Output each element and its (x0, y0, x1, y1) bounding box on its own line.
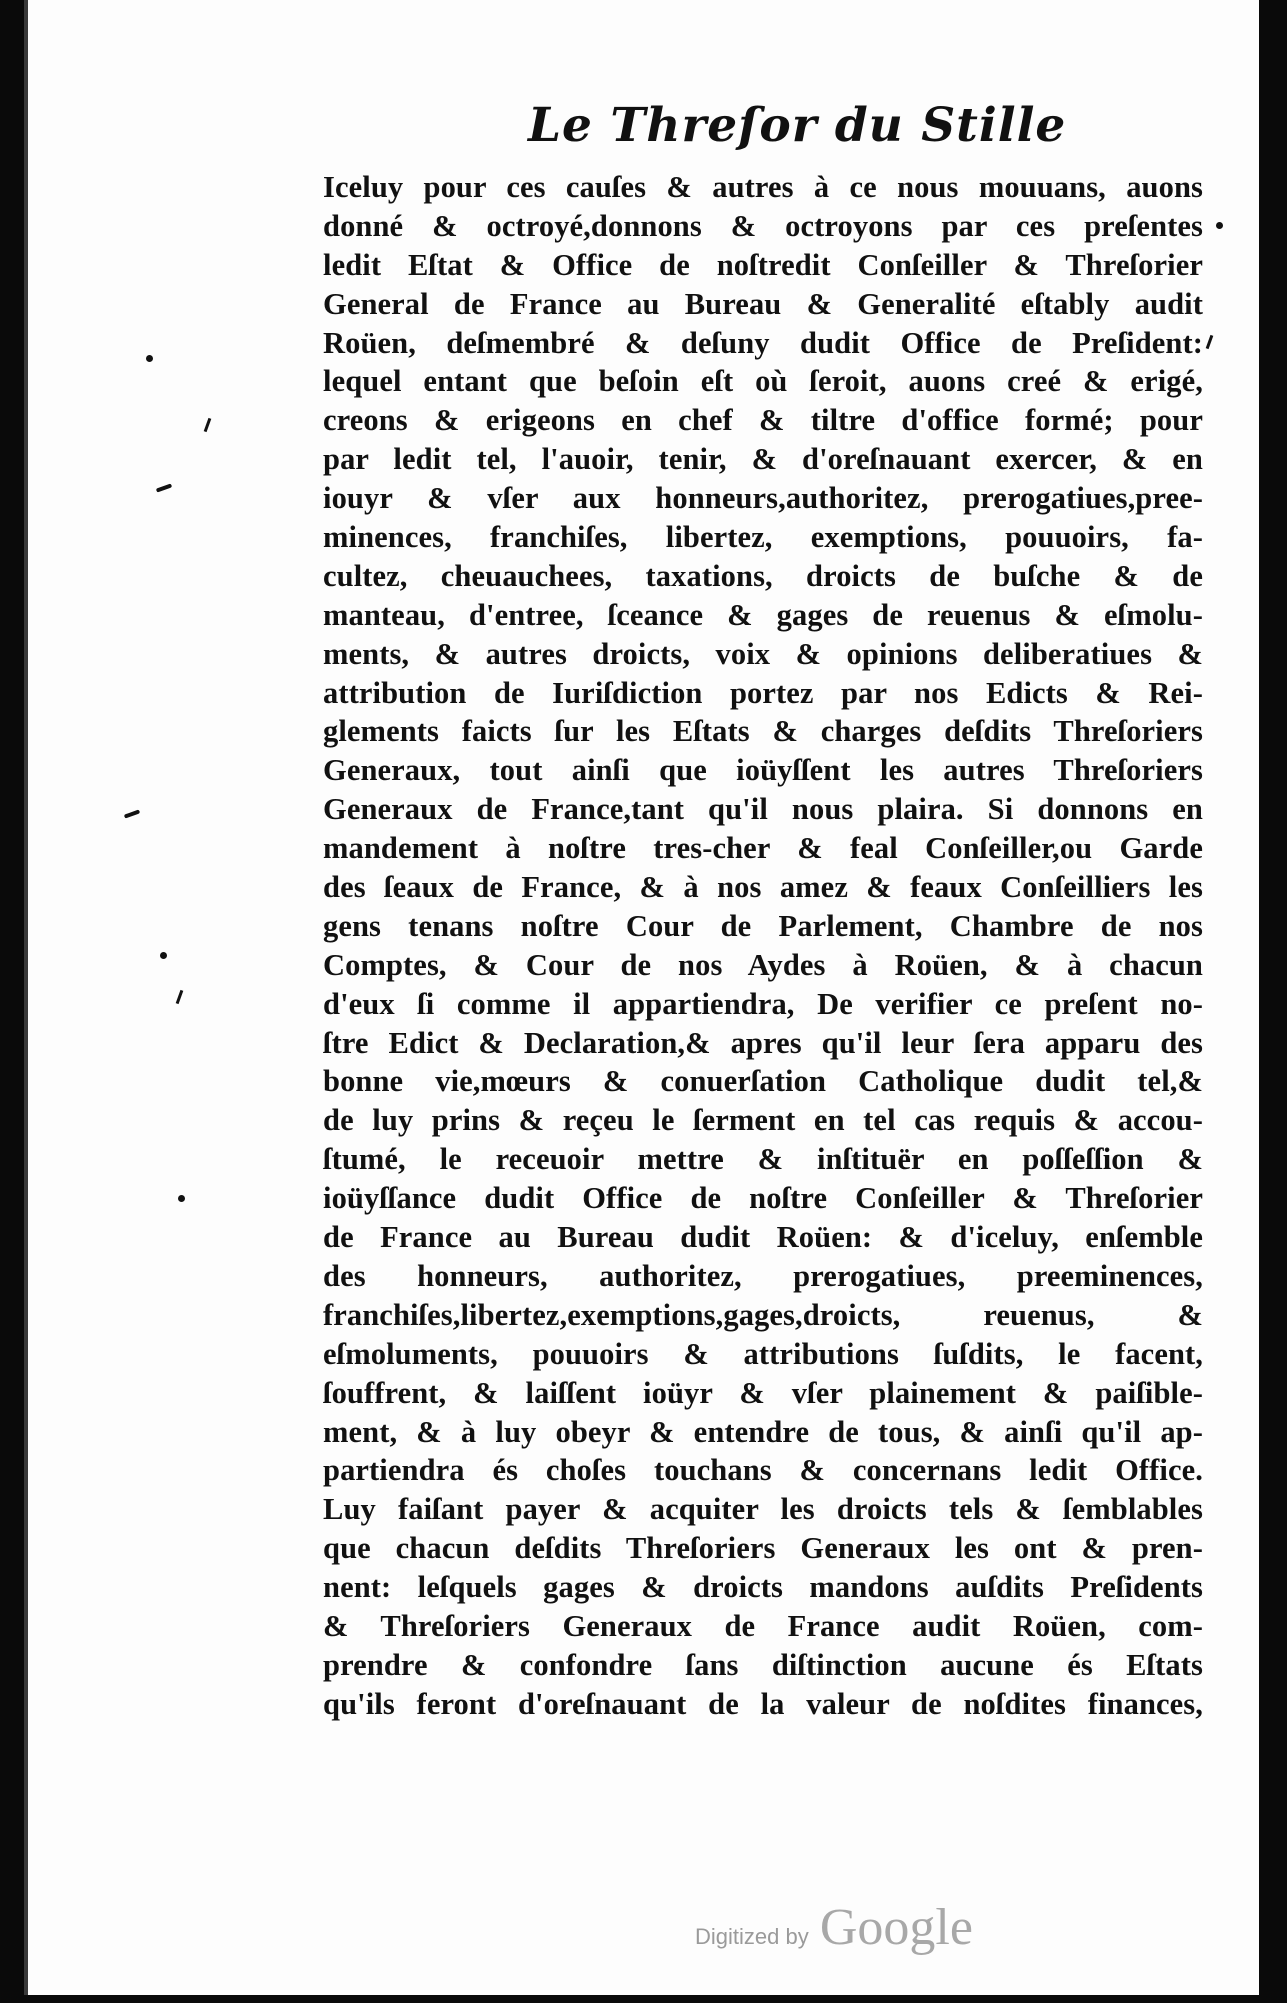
text-line: Generaux, tout ainſi que ioüyſſent les autres Threſoriers (323, 753, 1203, 788)
text-line: partiendra és choſes touchans & concernans ledit Office. (323, 1453, 1203, 1488)
text-line: Generaux de France,tant qu'il nous plaira. Si donnons en (323, 792, 1203, 827)
text-line: creons & erigeons en chef & tiltre d'office formé; pour (323, 403, 1203, 438)
text-line: ſtre Edict & Declaration,& apres qu'il leur ſera apparu des (323, 1025, 1203, 1060)
running-head: Le Threſor du Stille (528, 98, 1067, 153)
text-line: glements faicts ſur les Eſtats & charges deſdits Threſoriers (323, 714, 1203, 749)
text-line: prendre & confondre ſans diſtinction aucune és Eſtats (323, 1647, 1203, 1682)
text-line: Luy faiſant payer & acquiter les droicts tels & ſemblables (323, 1492, 1203, 1527)
text-line: ment, & à luy obeyr & entendre de tous, & ainſi qu'il ap- (323, 1414, 1203, 1449)
speck-mark (160, 952, 167, 959)
google-logo: Google (819, 1899, 973, 1956)
text-line: ioüyſſance dudit Office de noſtre Conſeiller & Threſorier (323, 1181, 1203, 1216)
text-line: nent: leſquels gages & droicts mandons auſdits Preſidents (323, 1570, 1203, 1605)
speck-mark (1216, 222, 1223, 229)
speck-mark (176, 990, 184, 1004)
text-line: General de France au Bureau & Generalité eſtably audit (323, 286, 1203, 321)
watermark-prefix: Digitized by (695, 1924, 809, 1949)
speck-mark (124, 809, 140, 818)
text-line: qu'ils feront d'oreſnauant de la valeur de noſdites finances, (323, 1686, 1203, 1721)
page-body-text (323, 168, 1203, 1724)
text-line: eſmoluments, pouuoirs & attributions ſuſdits, le facent, (323, 1336, 1203, 1371)
text-line: que chacun deſdits Threſoriers Generaux les ont & pren- (323, 1531, 1203, 1566)
text-line: gens tenans noſtre Cour de Parlement, Chambre de nos (323, 908, 1203, 943)
speck-mark (178, 1195, 185, 1202)
text-line: ledit Eſtat & Office de noſtredit Conſeiller & Threſorier (323, 247, 1203, 282)
scan-edge-bottom (0, 1995, 1287, 2003)
text-line: de France au Bureau dudit Roüen: & d'iceluy, enſemble (323, 1220, 1203, 1255)
text-line: de luy prins & reçeu le ſerment en tel cas requis & accou- (323, 1103, 1203, 1138)
text-line: franchiſes,libertez,exemptions,gages,droicts, reuenus, & (323, 1297, 1203, 1332)
book-page (28, 0, 1259, 1995)
text-line: donné & octroyé,donnons & octroyons par ces preſentes (323, 208, 1203, 243)
text-line: minences, franchiſes, libertez, exemptions, pouuoirs, fa- (323, 520, 1203, 555)
speck-mark (204, 418, 212, 432)
text-line: Comptes, & Cour de nos Aydes à Roüen, & à chacun (323, 947, 1203, 982)
text-line: Iceluy pour ces cauſes & autres à ce nous mouuans, auons (323, 170, 1203, 204)
text-line: lequel entant que beſoin eſt où ſeroit, auons creé & erigé, (323, 364, 1203, 399)
text-line: ſouffrent, & laiſſent ioüyr & vſer plainement & paiſible- (323, 1375, 1203, 1410)
scan-edge-right (1259, 0, 1287, 2003)
speck-mark (156, 483, 172, 492)
scan-edge-left (0, 0, 24, 2003)
text-line: ſtumé, le receuoir mettre & inſtituër en poſſeſſion & (323, 1142, 1203, 1177)
text-line: des honneurs, authoritez, prerogatiues, preeminences, (323, 1258, 1203, 1293)
text-line: cultez, cheuauchees, taxations, droicts de buſche & de (323, 558, 1203, 593)
text-line: iouyr & vſer aux honneurs,authoritez, prerogatiues,pree- (323, 481, 1203, 516)
text-line: Roüen, deſmembré & deſuny dudit Office de Preſident: (323, 325, 1203, 360)
text-line: bonne vie,mœurs & conuerſation Catholique dudit tel,& (323, 1064, 1203, 1099)
text-line: par ledit tel, l'auoir, tenir, & d'oreſnauant exercer, & en (323, 442, 1203, 477)
text-line: attribution de Iuriſdiction portez par nos Edicts & Rei- (323, 675, 1203, 710)
text-line: d'eux ſi comme il appartiendra, De verifier ce preſent no- (323, 986, 1203, 1021)
text-line: mandement à noſtre tres-cher & feal Conſeiller,ou Garde (323, 831, 1203, 866)
text-line: manteau, d'entree, ſceance & gages de reuenus & eſmolu- (323, 597, 1203, 632)
text-line: des ſeaux de France, & à nos amez & feaux Conſeilliers les (323, 870, 1203, 905)
digitized-by-google-watermark (695, 1898, 973, 1957)
text-line: ments, & autres droicts, voix & opinions deliberatiues & (323, 636, 1203, 671)
text-line: & Threſoriers Generaux de France audit Roüen, com- (323, 1608, 1203, 1643)
speck-mark (1206, 335, 1214, 349)
speck-mark (146, 355, 153, 362)
